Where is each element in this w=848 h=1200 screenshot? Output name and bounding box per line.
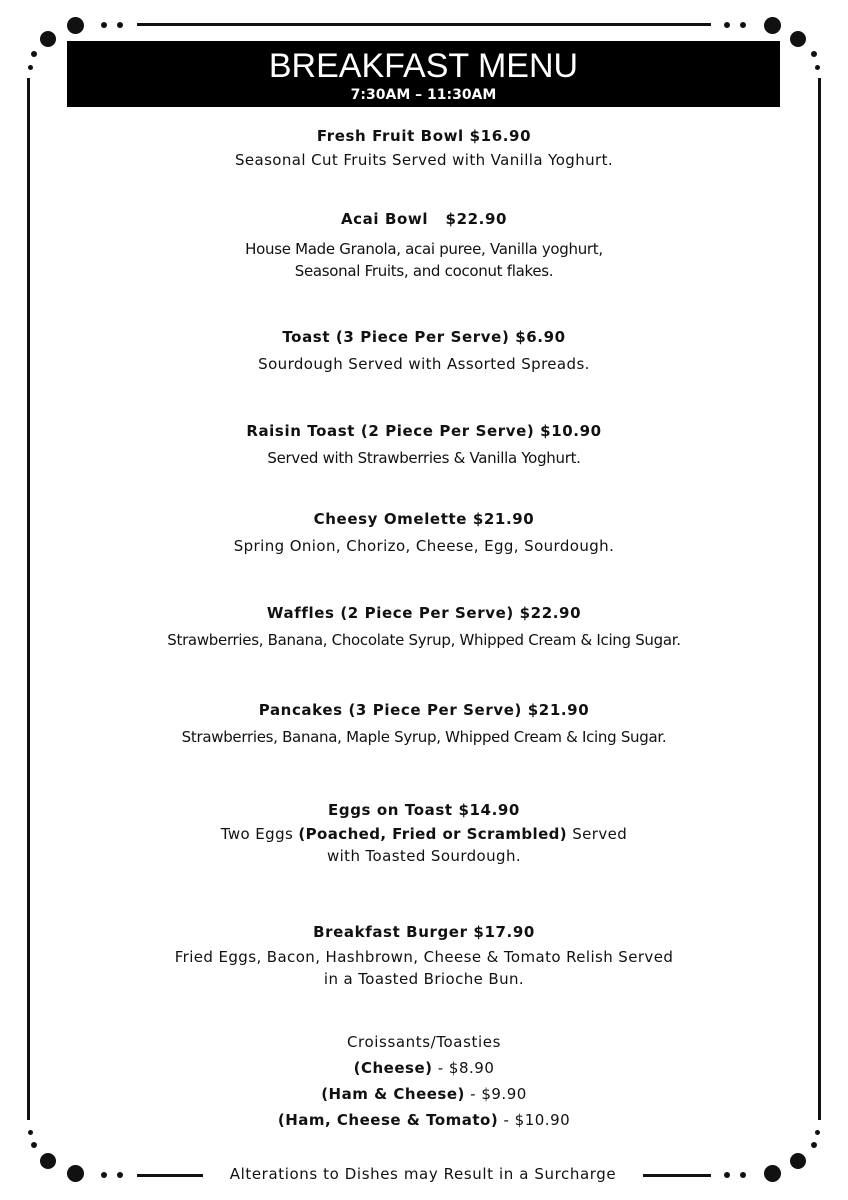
corner-dot: [67, 17, 84, 34]
corner-dot: [790, 1153, 806, 1169]
item-option: [60, 1055, 788, 1081]
item-option: [60, 1107, 788, 1133]
corner-dot: [815, 65, 820, 70]
corner-dot: [740, 22, 746, 28]
corner-dot: [790, 31, 806, 47]
item-description: Seasonal Cut Fruits Served with Vanilla Yoghurt.: [234, 151, 614, 169]
item-name: Croissants/Toasties: [346, 1033, 502, 1051]
item-description: Served with Strawberries & Vanilla Yoghurt.: [267, 449, 581, 467]
corner-dot: [740, 1172, 746, 1178]
menu-item-breakfast-burger: [60, 922, 788, 990]
item-option-label: (Ham & Cheese): [321, 1085, 465, 1103]
corner-dot: [811, 1142, 817, 1148]
item-description: Sourdough Served with Assorted Spreads.: [258, 355, 590, 373]
corner-dot: [40, 31, 56, 47]
item-option: [60, 1081, 788, 1107]
item-name: Toast (3 Piece Per Serve) $6.90: [282, 328, 566, 346]
item-name: Fresh Fruit Bowl $16.90: [316, 127, 532, 145]
item-name: Acai Bowl $22.90: [340, 210, 508, 228]
item-option-label: (Ham, Cheese & Tomato): [277, 1111, 499, 1129]
menu-item-toast: [60, 327, 788, 375]
item-option-price: - $9.90: [464, 1085, 527, 1103]
item-description: House Made Granola, acai puree, Vanilla yoghurt,: [245, 240, 603, 258]
item-name: Pancakes (3 Piece Per Serve) $21.90: [258, 701, 590, 719]
menu-item-waffles: [60, 603, 788, 651]
item-description: Spring Onion, Chorizo, Cheese, Egg, Sourdough.: [233, 537, 615, 555]
item-description: with Toasted Sourdough.: [326, 847, 522, 865]
menu-item-acai-bowl: [60, 209, 788, 282]
frame-right-line: [818, 78, 821, 1120]
corner-dot: [815, 1130, 820, 1135]
item-description: Strawberries, Banana, Maple Syrup, Whipped Cream & Icing Sugar.: [181, 728, 667, 746]
corner-dot: [811, 51, 817, 57]
menu-item-cheesy-omelette: [60, 509, 788, 557]
menu-item-pancakes: [60, 700, 788, 748]
menu-item-croissants-toasties: [60, 1032, 788, 1133]
item-description: Fried Eggs, Bacon, Hashbrown, Cheese & Tomato Relish Served: [174, 948, 674, 966]
menu-item-raisin-toast: [60, 421, 788, 469]
corner-dot: [117, 1172, 123, 1178]
item-description: Seasonal Fruits, and coconut flakes.: [294, 262, 554, 280]
corner-dot: [67, 1165, 84, 1182]
corner-dot: [40, 1153, 56, 1169]
item-option-price: - $10.90: [498, 1111, 571, 1129]
item-name: Eggs on Toast $14.90: [328, 801, 520, 819]
item-name: Breakfast Burger $17.90: [313, 923, 535, 941]
menu-header: [67, 41, 780, 107]
frame-top-line: [137, 23, 711, 26]
corner-dot: [101, 1172, 107, 1178]
menu-item-eggs-on-toast: [60, 800, 788, 867]
item-description-emphasis: (Poached, Fried or Scrambled): [298, 825, 568, 843]
item-option-label: (Cheese): [353, 1059, 433, 1077]
corner-dot: [28, 1130, 33, 1135]
item-name: Raisin Toast (2 Piece Per Serve) $10.90: [246, 422, 602, 440]
corner-dot: [117, 22, 123, 28]
corner-dot: [31, 1142, 37, 1148]
corner-dot: [101, 22, 107, 28]
corner-dot: [724, 22, 730, 28]
item-description-text: Served: [567, 825, 628, 843]
corner-dot: [31, 51, 37, 57]
item-option-price: - $8.90: [432, 1059, 495, 1077]
frame-left-line: [27, 78, 30, 1120]
item-description-text: Two Eggs: [220, 825, 299, 843]
surcharge-note: Alterations to Dishes may Result in a Surcharge: [229, 1165, 617, 1183]
item-description: [60, 823, 788, 845]
corner-dot: [764, 17, 781, 34]
serving-hours: 7:30AM – 11:30AM: [350, 87, 497, 103]
item-name: Waffles (2 Piece Per Serve) $22.90: [266, 604, 582, 622]
frame-bottom-line-right: [643, 1174, 711, 1177]
item-name: Cheesy Omelette $21.90: [313, 510, 535, 528]
menu-item-fresh-fruit-bowl: [60, 126, 788, 171]
item-description: Strawberries, Banana, Chocolate Syrup, Whipped Cream & Icing Sugar.: [167, 631, 681, 649]
corner-dot: [28, 65, 33, 70]
item-description: in a Toasted Brioche Bun.: [323, 970, 525, 988]
frame-bottom-line-left: [137, 1174, 203, 1177]
corner-dot: [724, 1172, 730, 1178]
menu-title: BREAKFAST MENU: [268, 47, 579, 85]
corner-dot: [764, 1165, 781, 1182]
